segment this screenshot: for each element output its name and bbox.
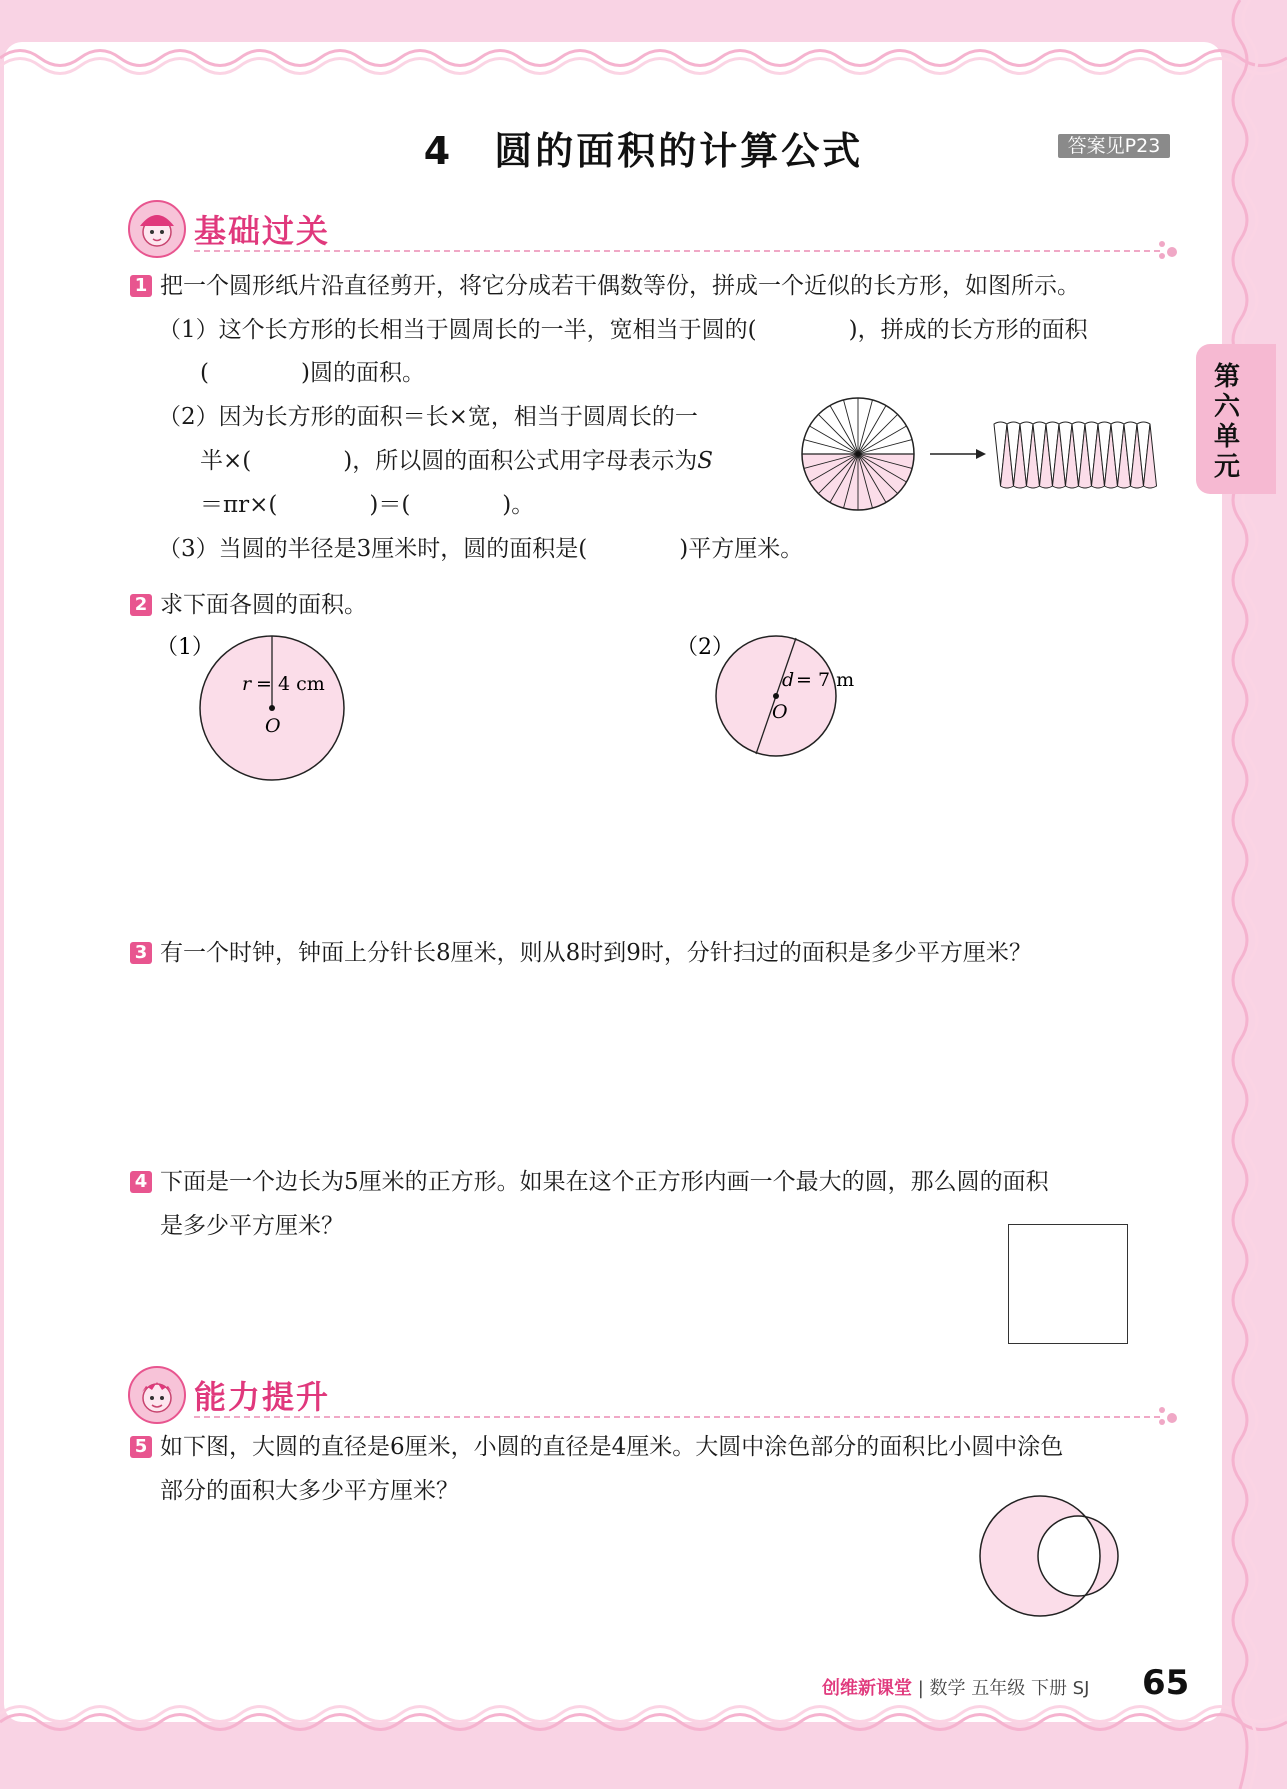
section-divider [194, 1416, 1160, 1418]
q4-number: 4 [130, 1171, 152, 1193]
q4-text-line1: 下面是一个边长为5厘米的正方形。如果在这个正方形内画一个最大的圆，那么圆的面积 [160, 1169, 1049, 1195]
q1-part1-line2: ( )圆的面积。 [200, 360, 425, 386]
q1-part1-line1: （1）这个长方形的长相当于圆周长的一半，宽相当于圆的( )，拼成的长方形的面积 [158, 317, 1088, 343]
q2-number: 2 [130, 594, 152, 616]
radius-value: = 4 cm [256, 673, 325, 695]
q1-stem-text: 把一个圆形纸片沿直径剪开，将它分成若干偶数等份，拼成一个近似的长方形，如图所示。 [160, 273, 1080, 299]
page-title: 4 圆的面积的计算公式 [423, 129, 864, 173]
q2-fig2-label: （2） [676, 635, 734, 660]
q2-stem-text: 求下面各圆的面积。 [160, 592, 367, 618]
footer-info [822, 1674, 1089, 1700]
q1-part3: （3）当圆的半径是3厘米时，圆的面积是( )平方厘米。 [158, 536, 804, 562]
divider-end-dots [1156, 240, 1180, 260]
q2-stem [130, 590, 367, 620]
unit-side-tab-label: 第六单元 [1213, 362, 1240, 482]
q5-text-line1: 如下图，大圆的直径是6厘米，小圆的直径是4厘米。大圆中涂色部分的面积比小圆中涂色 [160, 1434, 1064, 1460]
square-figure [1008, 1224, 1128, 1344]
center-label: O [772, 701, 788, 723]
q1-part2-line3: ＝πr×( )＝( )。 [200, 492, 535, 518]
circle-to-rectangle-figure [798, 396, 1182, 522]
section-title-advanced: 能力提升 [194, 1378, 331, 1416]
q5-line1 [130, 1432, 1063, 1462]
girl-avatar-icon [128, 200, 186, 258]
q1-stem [130, 271, 1080, 301]
answer-reference-badge: 答案见P23 [1058, 134, 1170, 158]
q2-figure-1 [150, 630, 390, 790]
sector-spoke [844, 400, 858, 454]
sector-spoke [858, 440, 912, 454]
footer-brand: 创维新课堂 [822, 1678, 912, 1699]
rearranged-rectangle [994, 422, 1157, 488]
q1-area-symbol: S [697, 448, 713, 474]
section-header-advanced [128, 1366, 1180, 1426]
q4-line1 [130, 1167, 1049, 1197]
boy-avatar-icon [128, 1366, 186, 1424]
q5-line2: 部分的面积大多少平方厘米？ [160, 1478, 459, 1504]
diameter-symbol: d [782, 669, 795, 691]
section-header-basic [128, 200, 1180, 260]
divider-end-dots [1156, 1406, 1180, 1426]
center-label: O [265, 715, 281, 737]
right-wave-border [1226, 0, 1272, 1789]
q4-line2: 是多少平方厘米？ [160, 1213, 344, 1239]
page-number: 65 [1142, 1663, 1190, 1703]
q1-part2-line1: （2）因为长方形的面积＝长×宽，相当于圆周长的一 [158, 404, 698, 430]
sector-spoke [804, 440, 858, 454]
q5-number: 5 [130, 1436, 152, 1458]
q3-number: 3 [130, 942, 152, 964]
radius-symbol: r [242, 673, 252, 695]
q2-figure-2 [670, 630, 910, 760]
top-wave-border [0, 38, 1287, 78]
footer-book-info: | 数学 五年级 下册 SJ [917, 1678, 1090, 1699]
overlapping-circles-figure [976, 1490, 1146, 1620]
unit-side-tab [1196, 344, 1276, 494]
diameter-value: = 7 m [796, 669, 855, 691]
section-divider [194, 250, 1160, 252]
q1-part2-line2-text: 半×( )，所以圆的面积公式用字母表示为 [200, 448, 698, 474]
right-arrow-icon [930, 449, 986, 459]
section-title-basic: 基础过关 [194, 212, 331, 250]
divided-circle [802, 398, 914, 510]
q3-text: 有一个时钟，钟面上分针长8厘米，则从8时到9时，分针扫过的面积是多少平方厘米？ [160, 940, 1032, 966]
bottom-wave-border [0, 1702, 1287, 1742]
sector-spoke [858, 400, 872, 454]
q3 [130, 938, 1032, 968]
q2-fig1-label: （1） [156, 635, 214, 660]
q1-number: 1 [130, 275, 152, 297]
center-point [269, 705, 275, 711]
center-point [773, 693, 779, 699]
q1-part2-line2 [200, 446, 713, 476]
